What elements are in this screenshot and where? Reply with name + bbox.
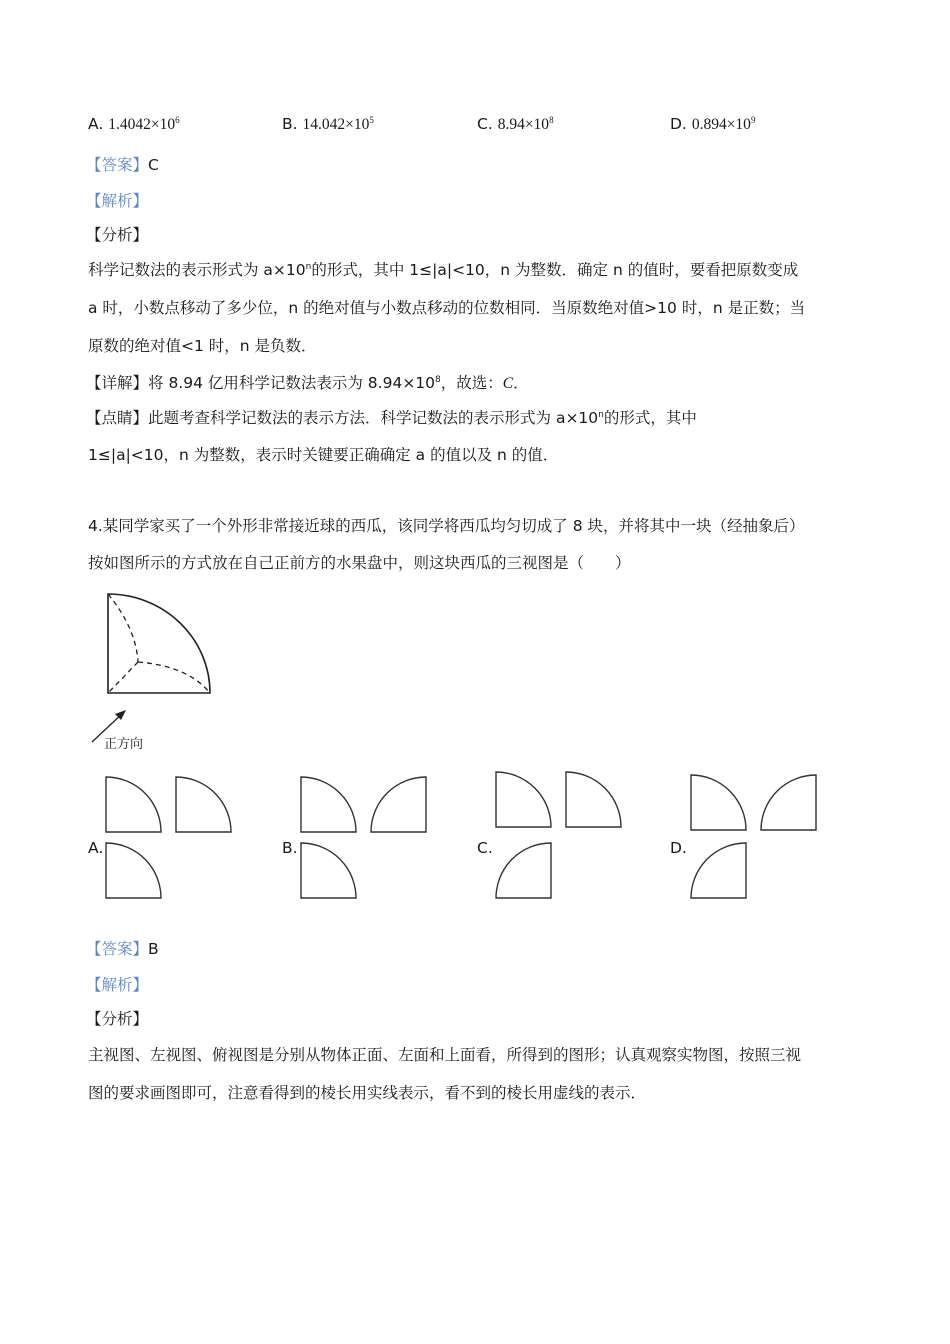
top-view-shape — [106, 843, 161, 898]
note-tag: 【点睛】 — [86, 409, 149, 427]
answer-value: C — [148, 156, 159, 174]
front-view-shape — [106, 777, 161, 832]
q4-option-d-figure — [689, 773, 824, 905]
direction-label: 正方向 — [104, 737, 144, 752]
q4-fenxi-tag: 【分析】 — [86, 1010, 149, 1028]
q4-analysis-line-1: 主视图、左视图、俯视图是分别从物体正面、左面和上面看，所得到的图形；认真观察实物图，按照三视 — [88, 1046, 802, 1064]
q4-option-a-figure — [104, 775, 239, 905]
q3-option-d-value: 0.894×10 — [691, 116, 751, 133]
q3-option-a: A. $1.4042\times 10^6$ — [88, 115, 180, 133]
front-view-shape — [691, 775, 746, 830]
q3-option-b-value: 14.042×10 — [302, 116, 370, 133]
answer-value: B — [148, 940, 159, 958]
left-view-shape — [371, 777, 426, 832]
q3-analysis-line-1: 科学记数法的表示形式为 $a\times 10^n$的形式，其中 1≤|a|<10，n 为整数．确定 n 的值时，要看把原数变成 — [88, 261, 799, 279]
q4-option-d-label: D. — [670, 839, 687, 857]
q4-answer — [86, 937, 159, 959]
top-view-shape — [301, 843, 356, 898]
left-view-shape — [566, 772, 621, 827]
q4-option-b-figure — [299, 775, 434, 905]
detail-tag: 【详解】 — [86, 374, 149, 392]
front-view-shape — [496, 772, 551, 827]
q3-jiexi-tag: 【解析】 — [86, 192, 149, 210]
q3-note-line-2: 1≤|a|<10，n 为整数，表示时关键要正确确定 a 的值以及 n 的值． — [88, 446, 559, 464]
top-view-shape — [496, 843, 551, 898]
q3-analysis-line-2: a 时，小数点移动了多少位，n 的绝对值与小数点移动的位数相同．当原数绝对值>10 时，n 是正数；当 — [88, 299, 806, 317]
q4-jiexi-tag: 【解析】 — [86, 976, 149, 994]
q3-option-b: B. $14.042\times 10^5$ — [282, 115, 374, 133]
q3-option-d: D. $0.894\times 10^9$ — [670, 115, 756, 133]
q4-stem-line-2: 按如图所示的方式放在自己正前方的水果盘中，则这块西瓜的三视图是（ ） — [88, 554, 631, 572]
question-number: 4. — [88, 517, 103, 535]
answer-tag: 【答案】 — [86, 156, 149, 174]
q3-analysis-line-3: 原数的绝对值<1 时，n 是负数． — [88, 337, 317, 355]
top-view-shape — [691, 843, 746, 898]
front-view-shape — [301, 777, 356, 832]
q3-detail: 【详解】将 8.94 亿用科学记数法表示为 $8.94\times 10^8$，故选：C． — [86, 374, 529, 392]
left-view-shape — [176, 777, 231, 832]
q3-note: 【点睛】此题考查科学记数法的表示方法．科学记数法的表示形式为 $a\times 10^n$的形式，其中 — [86, 409, 697, 427]
q3-option-c: C. $8.94\times 10^8$ — [477, 115, 554, 133]
q4-stem-line-1: 4.某同学家买了一个外形非常接近球的西瓜，该同学将西瓜均匀切成了 8 块，并将其中一块（经抽象后） — [88, 517, 805, 535]
left-view-shape — [761, 775, 816, 830]
watermelon-slice-drawing — [88, 588, 228, 753]
q3-option-c-value: 8.94×10 — [497, 116, 550, 133]
q4-option-b-label: B. — [282, 839, 298, 857]
q4-option-c-figure — [494, 770, 629, 902]
q3-answer — [86, 153, 159, 175]
q3-fenxi-tag: 【分析】 — [86, 226, 149, 244]
q4-option-a-label: A. — [88, 839, 104, 857]
q4-analysis-line-2: 图的要求画图即可，注意看得到的棱长用实线表示，看不到的棱长用虚线的表示． — [88, 1084, 647, 1102]
answer-tag: 【答案】 — [86, 940, 149, 958]
q3-option-a-value: 1.4042×10 — [108, 116, 176, 133]
q4-option-c-label: C. — [477, 839, 493, 857]
watermelon-slice-figure — [88, 588, 228, 753]
